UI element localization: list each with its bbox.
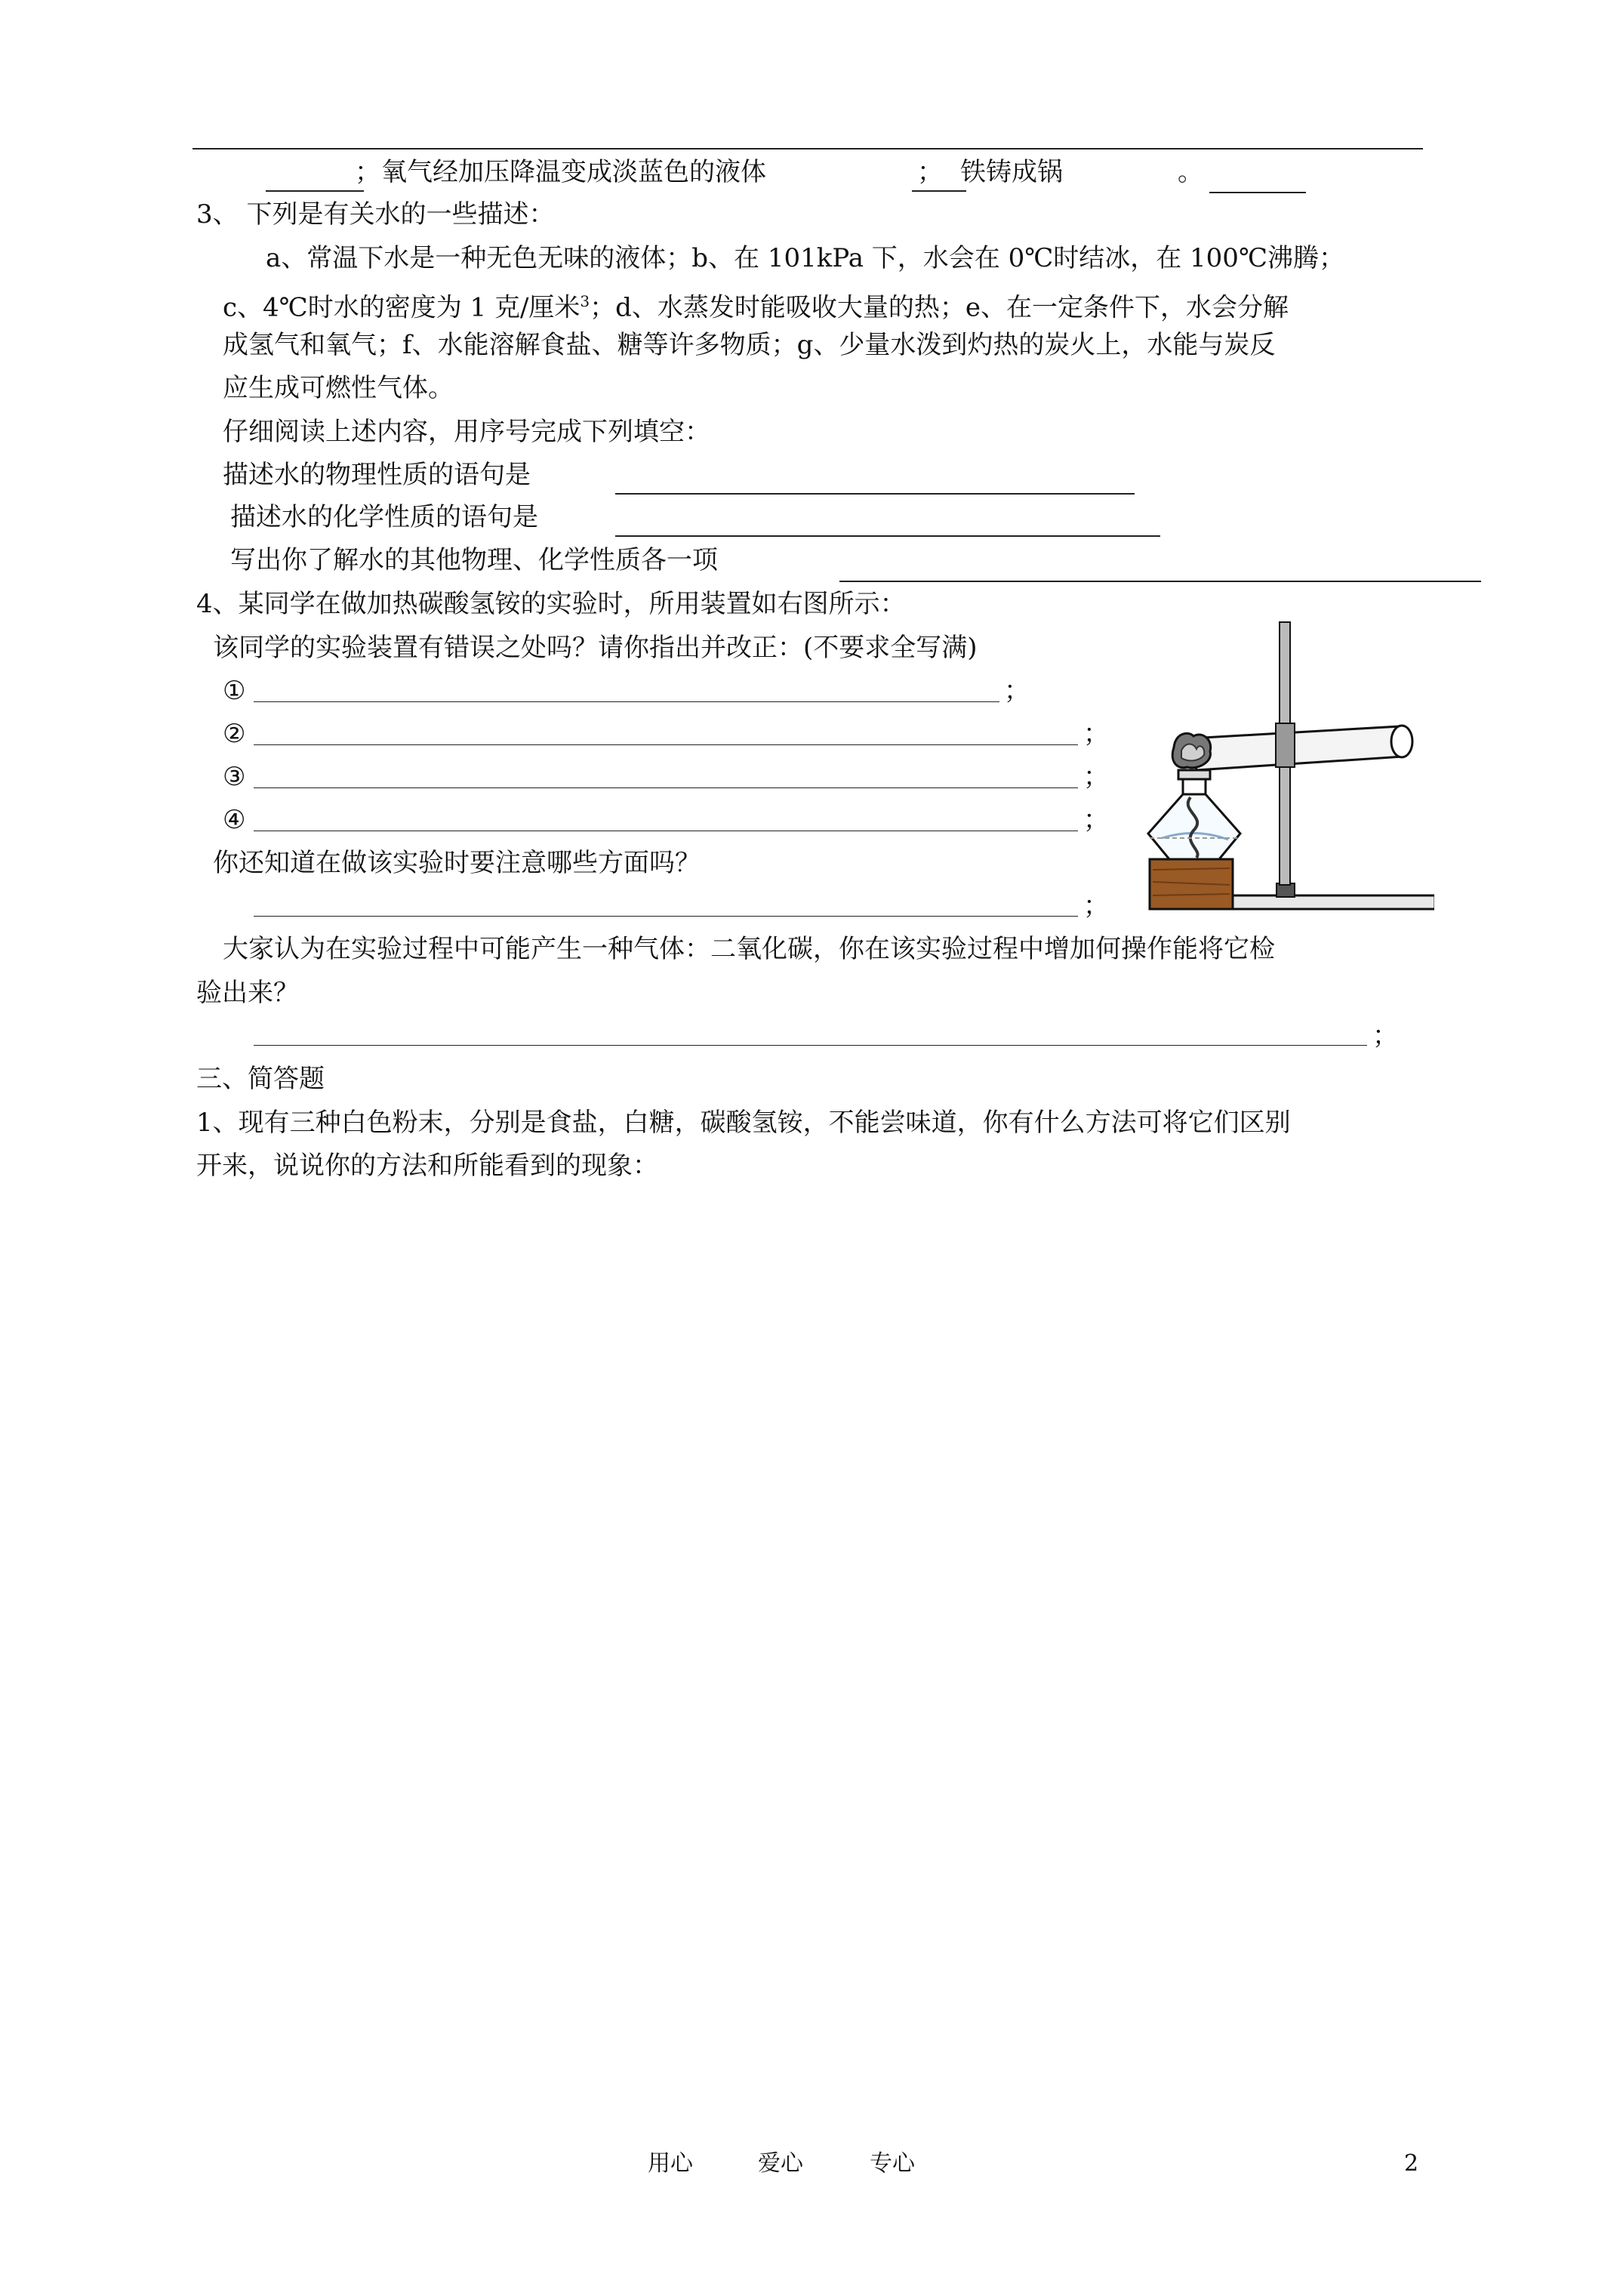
period: 。 [1178,157,1203,187]
blank-line [266,190,364,192]
q4-attention: 你还知道在做该实验时要注意哪些方面吗？ [213,848,701,878]
footer-text-3: 专心 [870,2150,915,2177]
q3-physical-prompt: 描述水的物理性质的语句是 [223,460,531,490]
liquid-oxygen-text: 氧气经加压降温变成淡蓝色的液体 [381,157,766,187]
answer-line-chemical[interactable] [615,535,1160,537]
semicolon: ； [1083,805,1109,835]
q3-other-prompt: 写出你了解水的其他物理、化学性质各一项 [230,545,718,575]
footer-text-1: 用心 [648,2150,693,2177]
answer-line-3[interactable] [254,787,1078,788]
answer-line-2[interactable] [254,744,1078,745]
section3-q1-line1: 1、现有三种白色粉末，分别是食盐，白糖，碳酸氢铵，不能尝味道，你有什么方法可将它们区别 [196,1108,1291,1138]
apparatus-diagram [1144,619,1434,921]
semicolon: ； [1083,762,1109,792]
semicolon: ； [355,157,380,187]
semicolon: ； [1083,891,1109,921]
item-marker-1: ① [223,676,246,706]
item-marker-3: ③ [223,762,246,792]
semicolon: ； [1004,676,1030,706]
q3-title: 3、 下列是有关水的一些描述： [196,199,555,230]
q3-para-line2: c、4℃时水的密度为 1 克/厘米$^3$；d、水蒸发时能吸收大量的热；e、在一定条件下，水会分解 [223,292,1289,323]
answer-line-1[interactable] [254,701,999,702]
answer-line-physical[interactable] [615,493,1135,495]
blank-line [912,190,966,192]
q3-chemical-prompt: 描述水的化学性质的语句是 [230,502,538,532]
q3-para-line4: 应生成可燃性气体。 [223,373,454,403]
superscript: 3 [580,292,590,310]
page-number: 2 [1404,2150,1419,2177]
answer-line-attention[interactable] [254,916,1078,917]
semicolon: ； [917,157,943,187]
item-marker-4: ④ [223,805,246,835]
semicolon: ； [1372,1021,1398,1051]
semicolon: ； [1083,719,1109,749]
q3-para-line1: a、常温下水是一种无色无味的液体；b、在 101kPa 下，水会在 0℃时结冰，在 100℃沸腾； [266,243,1344,273]
q4-question: 该同学的实验装置有错误之处吗？请你指出并改正：(不要求全写满) [213,633,978,663]
section3-title: 三、简答题 [196,1064,325,1094]
item-marker-2: ② [223,719,246,749]
section3-q1-line2: 开来，说说你的方法和所能看到的现象： [196,1151,658,1181]
q4-co2-line2: 验出来？ [196,978,299,1008]
q4-title: 4、某同学在做加热碳酸氢铵的实验时，所用装置如右图所示： [196,589,906,619]
top-rule [192,148,1423,149]
iron-pot-text: 铁铸成锅 [960,157,1063,187]
q4-co2-line1: 大家认为在实验过程中可能产生一种气体：二氧化碳，你在该实验过程中增加何操作能将它检 [223,934,1275,964]
q3-instruction: 仔细阅读上述内容，用序号完成下列填空： [223,417,710,447]
answer-line-other[interactable] [839,581,1481,582]
q3-para-line3: 成氢气和氧气；f、水能溶解食盐、糖等许多物质；g、少量水泼到灼热的炭火上，水能与炭反 [223,330,1276,360]
footer-text-2: 爱心 [758,2150,803,2177]
answer-line-co2[interactable] [254,1045,1367,1046]
blank-line [1209,192,1306,193]
